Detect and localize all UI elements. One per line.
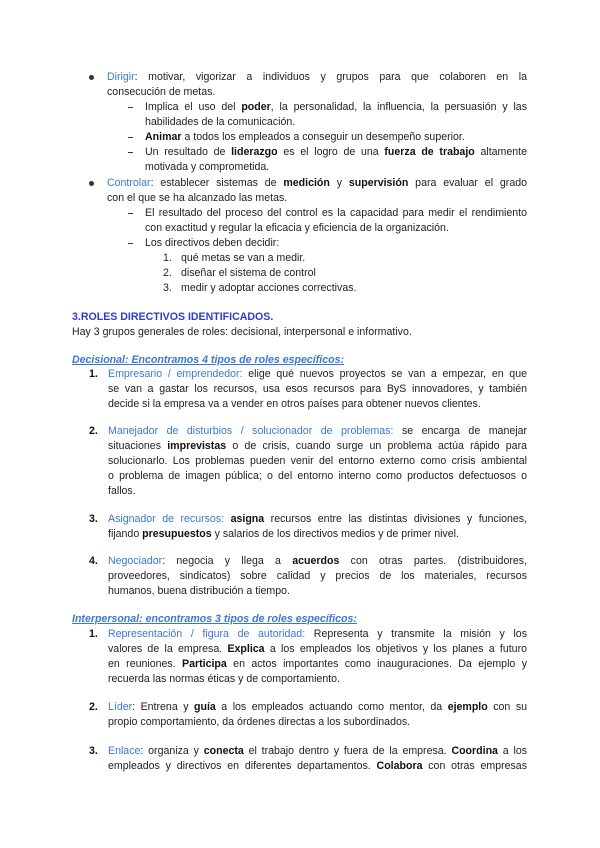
- decisional-2-line-2: [108, 440, 527, 453]
- text: y: [329, 177, 349, 189]
- dirigir-d1-line-1: [145, 101, 527, 114]
- controlar-sub-num-1: 1.: [163, 252, 172, 264]
- text: con otras empresas: [422, 760, 527, 772]
- text: Implica el uso del: [145, 101, 242, 113]
- dirigir-d2-line: [145, 131, 465, 144]
- bold-text: poder: [241, 101, 271, 113]
- role-term: Manejador de disturbios / solucionador de problemas:: [108, 425, 394, 437]
- dirigir-d3-line-2: motivada y comprometida.: [145, 161, 270, 173]
- text: y salarios de los directivos medios y de primer nivel.: [211, 528, 459, 540]
- text: empleados y directivos en diferentes departamentos.: [108, 760, 377, 772]
- interpersonal-2-line-1: [108, 701, 527, 714]
- decisional-1-line-2: se van a gastar los recursos, usa esos recursos para ByS innovadores, y también: [108, 383, 527, 395]
- item-number: 1.: [89, 368, 98, 380]
- role-term: Empresario / emprendedor:: [108, 368, 243, 380]
- text: valores de la empresa.: [108, 643, 228, 655]
- interpersonal-1-line-1: [108, 628, 527, 641]
- bold-text: Participa: [182, 658, 227, 670]
- bullet: [89, 75, 94, 80]
- bold-text: medición: [283, 177, 330, 189]
- controlar-d1-line-2: con exactitud y regular la eficacia y eficiencia de la organización.: [145, 222, 449, 234]
- bold-text: asigna: [230, 513, 265, 525]
- text: : organiza y: [140, 745, 204, 757]
- controlar-d2-line: Los directivos deben decidir:: [145, 237, 280, 249]
- decisional-2-line-5: fallos.: [108, 485, 136, 497]
- role-term: Líder: [108, 701, 133, 713]
- controlar-line-2: con el que se ha alcanzado las metas.: [107, 192, 288, 204]
- item-number: 1.: [89, 628, 98, 640]
- controlar-term: Controlar: [107, 177, 151, 189]
- section-title: 3.ROLES DIRECTIVOS IDENTIFICADOS.: [72, 311, 274, 323]
- dash: [128, 152, 133, 153]
- text: , la personalidad, la influencia, la persuasión y las: [270, 101, 527, 113]
- text: se encarga de manejar: [393, 425, 527, 437]
- text: a los empleados los objetivos y los planes a futuro: [264, 643, 527, 655]
- text: o de crisis, cuando surge un problema actúa rápido para: [226, 440, 527, 452]
- decisional-4-line-3: humanos, buena distribución a tiempo.: [108, 585, 290, 597]
- decisional-1-line-1: [108, 368, 527, 381]
- interpersonal-heading: Interpersonal: encontramos 3 tipos de roles específicos:: [72, 613, 357, 625]
- text: con su: [487, 701, 528, 713]
- interpersonal-3-line-1: [108, 745, 527, 758]
- text: : motivar, vigorizar a individuos y grupos para que colaboren en la: [134, 71, 527, 83]
- dirigir-line-2: consecución de metas.: [107, 86, 216, 98]
- text: a los: [497, 745, 528, 757]
- text: en reuniones.: [108, 658, 183, 670]
- item-number: 3.: [89, 513, 98, 525]
- controlar-sub-num-3: 3.: [163, 282, 172, 294]
- decisional-4-line-2: proveedores, sindicatos) sobre calidad y precios de los materiales, recursos: [108, 570, 527, 582]
- bold-text: Coordina: [451, 745, 498, 757]
- text: a los empleados actuando como mentor, da: [215, 701, 448, 713]
- text: en actos importantes como inauguraciones. Da ejemplo y: [226, 658, 527, 670]
- decisional-4-line-1: [108, 555, 527, 568]
- decisional-1-line-3: decide si la empresa va a vender en otros países para obtener nuevos clientes.: [108, 398, 481, 410]
- role-term: Asignador de recursos:: [108, 513, 225, 525]
- role-term: Representación / figura de autoridad:: [108, 628, 306, 640]
- role-term: Enlace: [108, 745, 141, 757]
- decisional-3-line-2: [108, 528, 459, 541]
- interpersonal-1-line-2: [108, 643, 527, 656]
- item-number: 2.: [89, 701, 98, 713]
- controlar-sub-num-2: 2.: [163, 267, 172, 279]
- item-number: 4.: [89, 555, 98, 567]
- controlar-sub-text-2: diseñar el sistema de control: [181, 267, 316, 279]
- interpersonal-1-line-4: recuerda las normas éticas y de comportamiento.: [108, 673, 340, 685]
- decisional-2-line-1: [108, 425, 527, 438]
- controlar-sub-text-1: qué metas se van a medir.: [181, 252, 306, 264]
- dirigir-d1-line-2: habilidades de la comunicación.: [145, 116, 296, 128]
- bold-text: imprevistas: [167, 440, 227, 452]
- bold-text: Animar: [145, 131, 182, 143]
- dash: [128, 213, 133, 214]
- decisional-3-line-1: [108, 513, 527, 526]
- bold-text: Explica: [227, 643, 265, 655]
- text: Representa y transmite la misión y los: [305, 628, 527, 640]
- interpersonal-2-line-2: propio comportamiento, da órdenes directas a los subordinados.: [108, 716, 411, 728]
- controlar-line-1: [107, 177, 527, 190]
- text: a todos los empleados a conseguir un desempeño superior.: [181, 131, 465, 143]
- bold-text: acuerdos: [292, 555, 340, 567]
- dirigir-d3-line-1: [145, 146, 527, 159]
- bold-text: Colabora: [376, 760, 423, 772]
- text: con otras partes. (distribuidores,: [339, 555, 527, 567]
- text: para evaluar el grado: [408, 177, 527, 189]
- text: el trabajo dentro y fuera de la empresa.: [243, 745, 452, 757]
- decisional-2-line-3: solucionarlo. Los problemas pueden venir del entorno externo como crisis ambiental: [108, 455, 527, 467]
- text: elige qué nuevos proyectos se van a empezar, en que: [248, 368, 527, 380]
- text: recursos entre las distintas divisiones y funciones,: [264, 513, 527, 525]
- bold-text: conecta: [203, 745, 244, 757]
- decisional-heading: Decisional: Encontramos 4 tipos de roles específicos:: [72, 354, 344, 366]
- dirigir-term: Dirigir: [107, 71, 135, 83]
- bullet: [89, 181, 94, 186]
- role-term: Negociador: [108, 555, 163, 567]
- bold-text: guía: [194, 701, 216, 713]
- bold-text: ejemplo: [447, 701, 488, 713]
- text: altamente: [474, 146, 527, 158]
- dash: [128, 137, 133, 138]
- dash: [128, 107, 133, 108]
- dirigir-line-1: [107, 71, 527, 84]
- bold-text: presupuestos: [142, 528, 212, 540]
- section-intro: Hay 3 grupos generales de roles: decisional, interpersonal e informativo.: [72, 326, 412, 338]
- text: fijando: [108, 528, 143, 540]
- text: : establecer sistemas de: [150, 177, 284, 189]
- bold-text: fuerza de trabajo: [384, 146, 475, 158]
- text: situaciones: [108, 440, 168, 452]
- dash: [128, 243, 133, 244]
- text: Un resultado de: [145, 146, 232, 158]
- item-number: 3.: [89, 745, 98, 757]
- controlar-sub-text-3: medir y adoptar acciones correctivas.: [181, 282, 357, 294]
- bold-text: supervisión: [348, 177, 409, 189]
- interpersonal-3-line-2: [108, 760, 527, 773]
- decisional-2-line-4: o problema de imagen pública; o del entorno interno como productos defectuosos o: [108, 470, 527, 482]
- text: : Entrena y: [132, 701, 195, 713]
- text: es el logro de una: [277, 146, 385, 158]
- item-number: 2.: [89, 425, 98, 437]
- bold-text: liderazgo: [231, 146, 278, 158]
- text: : negocia y llega a: [162, 555, 293, 567]
- controlar-d1-line-1: El resultado del proceso del control es la capacidad para medir el rendimiento: [145, 207, 527, 219]
- interpersonal-1-line-3: [108, 658, 527, 671]
